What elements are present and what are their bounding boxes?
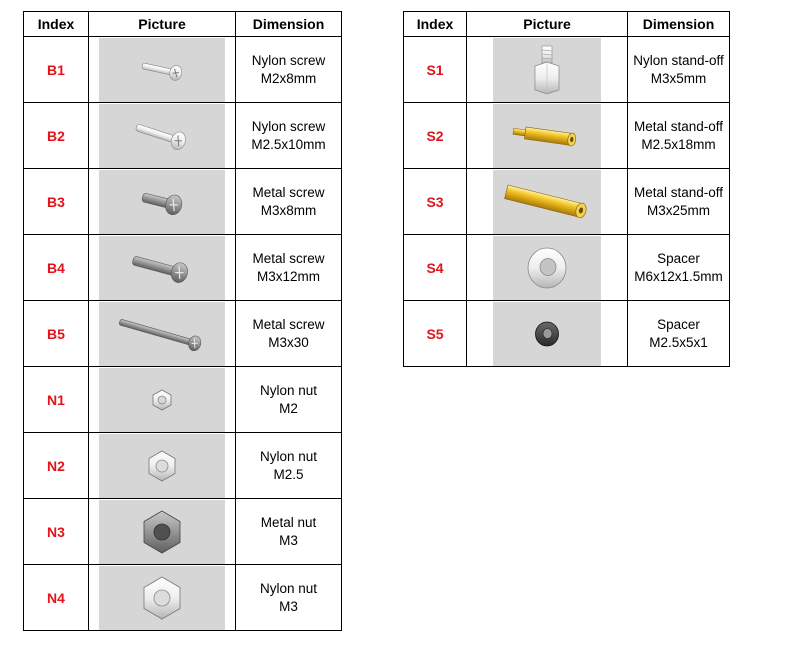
header-index: Index [404, 12, 467, 37]
dimension-cell [628, 235, 730, 301]
part-type: Metal stand-off [633, 184, 724, 200]
table-row [24, 433, 342, 499]
white-spacer-icon [524, 245, 570, 291]
picture-cell [89, 103, 236, 169]
dimension-cell [236, 103, 342, 169]
nylon-screw-icon [127, 118, 197, 154]
table-row [404, 169, 730, 235]
part-type: Spacer [657, 316, 700, 332]
part-size: M3x12mm [256, 268, 320, 284]
part-type: Nylon stand-off [633, 52, 724, 68]
part-size: M3x30 [268, 334, 309, 350]
part-type: Spacer [657, 250, 700, 266]
index-cell: B5 [24, 301, 89, 367]
dimension-cell [628, 103, 730, 169]
part-type: Nylon screw [251, 118, 326, 134]
table-row [404, 301, 730, 367]
left-parts-table [23, 11, 342, 631]
part-size: M3 [279, 532, 298, 548]
part-size: M3x25mm [646, 202, 710, 218]
index-cell: N1 [24, 367, 89, 433]
part-type: Nylon nut [259, 382, 318, 398]
table-row [24, 37, 342, 103]
black-spacer-icon [532, 319, 562, 349]
index-cell: S3 [404, 169, 467, 235]
picture-cell [467, 235, 628, 301]
dimension-cell [628, 169, 730, 235]
part-size: M3 [279, 598, 298, 614]
index-cell: B2 [24, 103, 89, 169]
part-type: Nylon screw [251, 52, 326, 68]
part-size: M6x12x1.5mm [634, 268, 723, 284]
picture-cell [89, 499, 236, 565]
picture-cell [89, 37, 236, 103]
dimension-cell [236, 169, 342, 235]
part-size: M2.5x10mm [251, 136, 326, 152]
dimension-cell [236, 565, 342, 631]
picture-cell [467, 301, 628, 367]
table-row [404, 37, 730, 103]
header-index: Index [24, 12, 89, 37]
dimension-cell [628, 37, 730, 103]
picture-cell [467, 103, 628, 169]
nylon-standoff-icon [530, 42, 564, 98]
part-size: M2.5 [273, 466, 304, 482]
index-cell: S1 [404, 37, 467, 103]
header-row [404, 12, 730, 37]
index-cell: N3 [24, 499, 89, 565]
picture-cell [467, 37, 628, 103]
header-dimension: Dimension [236, 12, 342, 37]
metal-screw-icon [112, 312, 212, 356]
dimension-cell [236, 367, 342, 433]
part-size: M2 [279, 400, 298, 416]
dimension-cell [236, 433, 342, 499]
part-size: M3x5mm [650, 70, 707, 86]
index-cell: N2 [24, 433, 89, 499]
dimension-cell [236, 37, 342, 103]
nylon-nut-icon [150, 388, 174, 412]
table-row [24, 103, 342, 169]
dimension-cell [236, 499, 342, 565]
table-row [24, 565, 342, 631]
table-row [24, 499, 342, 565]
header-picture: Picture [89, 12, 236, 37]
part-type: Metal nut [260, 514, 317, 530]
metal-nut-icon [139, 509, 185, 555]
dimension-cell [628, 301, 730, 367]
index-cell: B4 [24, 235, 89, 301]
table-row [404, 235, 730, 301]
header-row [24, 12, 342, 37]
index-cell: S4 [404, 235, 467, 301]
picture-cell [467, 169, 628, 235]
picture-cell [89, 235, 236, 301]
index-cell: S5 [404, 301, 467, 367]
part-type: Nylon nut [259, 448, 318, 464]
table-row [24, 235, 342, 301]
part-size: M3x8mm [260, 202, 317, 218]
nylon-nut-icon [145, 449, 179, 483]
dimension-cell [236, 235, 342, 301]
index-cell: N4 [24, 565, 89, 631]
part-type: Metal screw [252, 250, 325, 266]
index-cell: B1 [24, 37, 89, 103]
part-size: M2.5x5x1 [649, 334, 708, 350]
part-type: Metal screw [252, 316, 325, 332]
table-row [404, 103, 730, 169]
metal-screw-icon [132, 184, 192, 220]
picture-cell [89, 169, 236, 235]
metal-screw-icon [126, 250, 198, 286]
picture-cell [89, 565, 236, 631]
part-size: M2.5x18mm [641, 136, 716, 152]
part-type: Metal screw [252, 184, 325, 200]
right-parts-table [403, 11, 730, 367]
index-cell: B3 [24, 169, 89, 235]
header-picture: Picture [467, 12, 628, 37]
picture-cell [89, 367, 236, 433]
dimension-cell [236, 301, 342, 367]
picture-cell [89, 433, 236, 499]
index-cell: S2 [404, 103, 467, 169]
nylon-screw-icon [132, 55, 192, 85]
part-type: Metal stand-off [633, 118, 724, 134]
table-row [24, 169, 342, 235]
nylon-nut-icon [139, 575, 185, 621]
table-row [24, 301, 342, 367]
table-row [24, 367, 342, 433]
header-dimension: Dimension [628, 12, 730, 37]
brass-standoff-icon [499, 179, 595, 225]
brass-standoff-icon [507, 119, 587, 153]
picture-cell [89, 301, 236, 367]
part-type: Nylon nut [259, 580, 318, 596]
part-size: M2x8mm [260, 70, 317, 86]
